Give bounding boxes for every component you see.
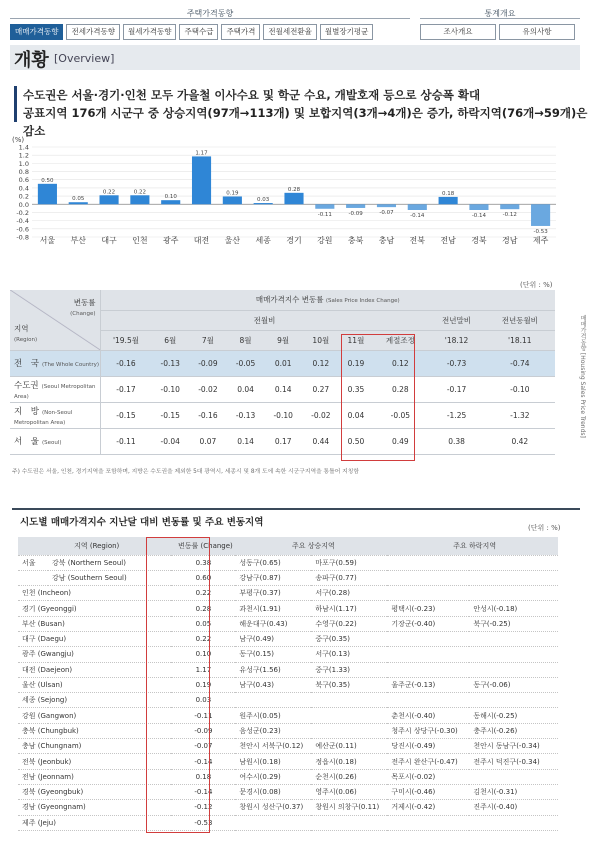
cell-d1 xyxy=(387,555,469,570)
cell-value: -0.11 xyxy=(100,428,151,454)
tab-1[interactable]: 전세가격동향 xyxy=(66,24,119,40)
cell-a: 경북 (Gyeongbuk) xyxy=(18,784,171,799)
h2-down: 주요 하락지역 xyxy=(387,537,558,555)
table-row xyxy=(18,784,558,799)
table-row xyxy=(18,723,558,738)
month-header: '18.12 xyxy=(428,330,484,350)
cell-a: 대구 (Daegu) xyxy=(18,631,171,646)
tab-4[interactable]: 주택가격 xyxy=(221,24,260,40)
x-tick-label: 서울 xyxy=(39,236,56,245)
cell-u1: 유성구(1.56) xyxy=(235,662,311,677)
bar-value-label: 0.28 xyxy=(287,186,301,193)
cell-v: 0.22 xyxy=(171,631,235,646)
bar-4 xyxy=(161,200,180,204)
cell-value: 0.35 xyxy=(340,376,373,402)
cell-value: -0.02 xyxy=(189,376,227,402)
cell-value: -0.13 xyxy=(227,402,265,428)
cell-value: -0.04 xyxy=(151,428,189,454)
bar-value-label: 0.22 xyxy=(133,189,147,196)
cell-d1 xyxy=(387,631,469,646)
cell-u2: 수영구(0.22) xyxy=(311,616,387,631)
cell-d1: 당진시(-0.49) xyxy=(387,739,469,754)
bar-value-label: -0.14 xyxy=(410,213,425,219)
table-row xyxy=(10,376,555,402)
cell-a: 충북 (Chungbuk) xyxy=(18,723,171,738)
cell-u1: 여수시(0.29) xyxy=(235,769,311,784)
cell-value: 0.42 xyxy=(485,428,555,454)
cell-a xyxy=(18,570,48,585)
table-row xyxy=(18,800,558,815)
cell-value: 0.28 xyxy=(372,376,428,402)
cell-d2: 북구(-0.25) xyxy=(469,616,558,631)
cell-u1 xyxy=(235,693,311,708)
cell-a: 제주 (Jeju) xyxy=(18,815,171,830)
bar-value-label: 0.05 xyxy=(72,196,85,203)
cell-d2 xyxy=(469,570,558,585)
cell-value: -0.09 xyxy=(189,350,227,376)
cell-value: -0.15 xyxy=(100,402,151,428)
month-header: '19.5월 xyxy=(100,330,151,350)
x-tick-label: 세종 xyxy=(255,236,271,245)
cell-u1: 문경시(0.08) xyxy=(235,784,311,799)
cell-u2: 순천시(0.26) xyxy=(311,769,387,784)
y-tick-label: 1.2 xyxy=(18,151,29,160)
cell-d1: 평택시(-0.23) xyxy=(387,601,469,616)
cell-d1 xyxy=(387,570,469,585)
bar-6 xyxy=(223,197,242,205)
cell-value: -0.16 xyxy=(189,402,227,428)
cell-d2 xyxy=(469,555,558,570)
cell-d2 xyxy=(469,662,558,677)
cell-u1 xyxy=(235,815,311,830)
cell-d1: 목포시(-0.02) xyxy=(387,769,469,784)
cell-value: 0.01 xyxy=(264,350,302,376)
cell-u2: 창원시 의창구(0.11) xyxy=(311,800,387,815)
y-tick-label: -0.2 xyxy=(16,208,29,217)
table-row xyxy=(10,402,555,428)
cell-value: -0.10 xyxy=(485,376,555,402)
tab-6[interactable]: 월별장기평균 xyxy=(320,24,373,40)
table-row xyxy=(18,662,558,677)
cell-u2: 북구(0.35) xyxy=(311,677,387,692)
bar-value-label: -0.11 xyxy=(317,211,332,218)
y-tick-label: 0.2 xyxy=(18,192,29,201)
highlight-box-2 xyxy=(146,537,210,833)
cell-a: 경남 (Gyeongnam) xyxy=(18,800,171,815)
nav-group-housing-price: 주택가격동향 xyxy=(186,9,234,18)
table-row xyxy=(18,739,558,754)
bar-1 xyxy=(69,202,88,204)
y-tick-label: -0.8 xyxy=(16,233,29,242)
month-header: 계절조정 xyxy=(372,330,428,350)
cell-a: 전북 (Jeonbuk) xyxy=(18,754,171,769)
cell-value: -1.32 xyxy=(485,402,555,428)
cell-value: -0.73 xyxy=(428,350,484,376)
cell-d1: 구미시(-0.46) xyxy=(387,784,469,799)
bar-8 xyxy=(284,193,303,204)
h-yoy1: 전년말비 xyxy=(428,310,484,330)
h-change: 변동률 xyxy=(73,297,96,307)
bar-value-label: -0.07 xyxy=(379,210,394,217)
cell-d2: 동해시(-0.25) xyxy=(469,708,558,723)
month-header: 7월 xyxy=(189,330,227,350)
table-row xyxy=(18,601,558,616)
cell-v: -0.53 xyxy=(171,815,235,830)
cell-u2: 영주시(0.06) xyxy=(311,784,387,799)
h2-change: 변동률 (Change) xyxy=(171,537,235,555)
table-row xyxy=(18,693,558,708)
h-yoy2: 전년동월비 xyxy=(485,310,555,330)
cell-a: 대전 (Daejeon) xyxy=(18,662,171,677)
cell-d1: 청주시 상당구(-0.30) xyxy=(387,723,469,738)
side-label: 매매가격동향 [Housing Sales Price Trends] xyxy=(579,315,586,438)
x-tick-label: 전북 xyxy=(409,236,426,245)
cell-v: -0.11 xyxy=(171,708,235,723)
cell-value: 0.14 xyxy=(264,376,302,402)
cell-value: 0.50 xyxy=(340,428,373,454)
cell-value: 0.17 xyxy=(264,428,302,454)
page-subtitle: [Overview] xyxy=(54,52,115,65)
cell-a: 부산 (Busan) xyxy=(18,616,171,631)
h2-up: 주요 상승지역 xyxy=(235,537,387,555)
month-header: 6월 xyxy=(151,330,189,350)
bar-value-label: -0.14 xyxy=(471,213,487,219)
table-row xyxy=(18,754,558,769)
cell-a: 충남 (Chungnam) xyxy=(18,739,171,754)
cell-d2 xyxy=(469,693,558,708)
cell-d1: 전주시 완산구(-0.47) xyxy=(387,754,469,769)
cell-v: 0.10 xyxy=(171,647,235,662)
cell-u2: 중구(0.35) xyxy=(311,631,387,646)
cell-u2: 서구(0.13) xyxy=(311,647,387,662)
cell-d1 xyxy=(387,586,469,601)
x-tick-label: 충북 xyxy=(347,236,364,245)
headline-box xyxy=(14,86,600,138)
cell-value: 0.14 xyxy=(227,428,265,454)
headline-line-2: 공표지역 176개 시군구 중 상승지역(97개→113개) 및 보합지역(3개→4개)은 증가, 하락지역(76개→59개)은 감소 xyxy=(23,106,588,138)
tab-0[interactable]: 매매가격동향 xyxy=(10,24,63,40)
bar-2 xyxy=(100,195,119,204)
x-tick-label: 광주 xyxy=(162,236,179,245)
cell-v: -0.12 xyxy=(171,800,235,815)
month-header: '18.11 xyxy=(485,330,555,350)
bar-value-label: 0.22 xyxy=(102,189,116,196)
nav-divider xyxy=(10,18,410,19)
regional-table xyxy=(18,537,558,831)
cell-a: 강원 (Gangwon) xyxy=(18,708,171,723)
cell-u2: 하남시(1.17) xyxy=(311,601,387,616)
bar-value-label: 0.18 xyxy=(441,190,455,197)
y-tick-label: -0.6 xyxy=(16,225,29,234)
cell-u1: 해운대구(0.43) xyxy=(235,616,311,631)
bar-9 xyxy=(315,204,334,209)
cell-u1: 천안시 서북구(0.12) xyxy=(235,739,311,754)
cell-d1 xyxy=(387,662,469,677)
tab-2[interactable]: 월세가격동향 xyxy=(123,24,176,40)
h-region: 지역 xyxy=(14,323,29,333)
y-unit-label: (%) xyxy=(12,136,25,144)
cell-value: 0.04 xyxy=(340,402,373,428)
cell-u1: 남구(0.49) xyxy=(235,631,311,646)
cell-value: 0.19 xyxy=(340,350,373,376)
cell-v: 0.05 xyxy=(171,616,235,631)
cell-u1: 남원시(0.18) xyxy=(235,754,311,769)
bar-13 xyxy=(439,197,458,204)
h-mom: 전월비 xyxy=(100,310,428,330)
cell-value: 0.38 xyxy=(428,428,484,454)
cell-u1: 강남구(0.87) xyxy=(235,570,311,585)
x-tick-label: 인천 xyxy=(132,236,148,245)
table-row xyxy=(18,815,558,830)
bar-10 xyxy=(346,204,365,208)
bar-16 xyxy=(531,204,550,226)
cell-u1: 과천시(1.91) xyxy=(235,601,311,616)
cell-u2: 정읍시(0.18) xyxy=(311,754,387,769)
bar-14 xyxy=(469,204,488,210)
highlight-box xyxy=(341,334,415,461)
y-tick-label: 0.6 xyxy=(18,176,29,185)
bar-chart xyxy=(0,130,560,250)
cell-v: 0.19 xyxy=(171,677,235,692)
x-tick-label: 경북 xyxy=(471,236,487,245)
bar-5 xyxy=(192,156,211,204)
cell-value: -0.05 xyxy=(372,402,428,428)
row-label: 지 방 (Non-Seoul Metropolitan Area) xyxy=(10,402,100,428)
bar-value-label: 1.17 xyxy=(195,150,208,157)
cell-value: 0.44 xyxy=(302,428,340,454)
cell-u1: 성동구(0.65) xyxy=(235,555,311,570)
table-row xyxy=(18,586,558,601)
cell-u1: 원주시(0.05) xyxy=(235,708,311,723)
cell-value: 0.04 xyxy=(227,376,265,402)
h-change-en: (Change) xyxy=(70,310,96,317)
table-row xyxy=(18,708,558,723)
cell-value: -1.25 xyxy=(428,402,484,428)
cell-u1: 창원시 성산구(0.37) xyxy=(235,800,311,815)
table-row xyxy=(18,769,558,784)
month-header: 11월 xyxy=(340,330,373,350)
cell-d2 xyxy=(469,631,558,646)
x-tick-label: 경남 xyxy=(502,236,518,245)
headline-line-1: 수도권은 서울·경기·인천 모두 가을철 이사수요 및 학군 수요, 개발호재 등으로 상승폭 확대 xyxy=(23,88,481,102)
h-region-en: (Region) xyxy=(14,336,38,343)
y-tick-label: 1.4 xyxy=(18,143,29,152)
cell-a: 서울 xyxy=(18,555,48,570)
cell-v: -0.09 xyxy=(171,723,235,738)
cell-a: 세종 (Sejong) xyxy=(18,693,171,708)
x-tick-label: 충남 xyxy=(378,236,395,245)
x-tick-label: 강원 xyxy=(317,236,333,245)
bar-12 xyxy=(408,204,427,210)
cell-u2: 송파구(0.77) xyxy=(311,570,387,585)
table-row xyxy=(18,647,558,662)
nav-group-overview: 통계개요 xyxy=(484,9,516,18)
cell-v: 0.22 xyxy=(171,586,235,601)
x-tick-label: 부산 xyxy=(70,236,86,245)
month-header: 9월 xyxy=(264,330,302,350)
bar-value-label: -0.53 xyxy=(533,228,548,235)
bar-0 xyxy=(38,184,57,204)
cell-u2 xyxy=(311,723,387,738)
cell-value: -0.17 xyxy=(428,376,484,402)
bar-value-label: -0.12 xyxy=(502,212,517,219)
table1-corner xyxy=(10,290,100,350)
cell-a: 울산 (Ulsan) xyxy=(18,677,171,692)
tab-5[interactable]: 전월세전환율 xyxy=(263,24,316,40)
cell-u1: 부평구(0.37) xyxy=(235,586,311,601)
cell-u2 xyxy=(311,708,387,723)
cell-value: 0.12 xyxy=(302,350,340,376)
cell-d2: 동구(-0.06) xyxy=(469,677,558,692)
table2-title: 시도별 매매가격지수 지난달 대비 변동률 및 주요 변동지역 xyxy=(20,517,264,528)
cell-value: 0.12 xyxy=(372,350,428,376)
cell-d2: 진주시(-0.40) xyxy=(469,800,558,815)
cell-u1: 남구(0.43) xyxy=(235,677,311,692)
bar-7 xyxy=(254,203,273,204)
cell-v: 0.60 xyxy=(171,570,235,585)
cell-b: 강북 (Northern Seoul) xyxy=(48,555,171,570)
cell-d2: 천안시 동남구(-0.34) xyxy=(469,739,558,754)
cell-value: -0.10 xyxy=(151,376,189,402)
table-row xyxy=(18,555,558,570)
cell-v: 0.03 xyxy=(171,693,235,708)
month-header: 10월 xyxy=(302,330,340,350)
cell-value: 0.27 xyxy=(302,376,340,402)
table-row xyxy=(10,428,555,454)
cell-v: 0.38 xyxy=(171,555,235,570)
cell-value: -0.17 xyxy=(100,376,151,402)
cell-d2: 충주시(-0.26) xyxy=(469,723,558,738)
price-index-table xyxy=(10,290,555,455)
cell-v: -0.14 xyxy=(171,754,235,769)
x-tick-label: 제주 xyxy=(532,236,549,245)
nav-divider xyxy=(420,18,580,19)
cell-v: -0.07 xyxy=(171,739,235,754)
page-title: 개황 xyxy=(14,50,49,71)
cell-u2: 서구(0.28) xyxy=(311,586,387,601)
y-tick-label: 0.4 xyxy=(18,184,29,193)
cell-value: 0.49 xyxy=(372,428,428,454)
cell-d1 xyxy=(387,815,469,830)
cell-v: 0.18 xyxy=(171,769,235,784)
cell-u2: 중구(1.33) xyxy=(311,662,387,677)
month-header: 8월 xyxy=(227,330,265,350)
cell-u1: 음성군(0.23) xyxy=(235,723,311,738)
y-tick-label: -0.4 xyxy=(16,217,29,226)
tab-overview-1[interactable]: 유의사항 xyxy=(499,24,575,40)
cell-d1: 울주군(-0.13) xyxy=(387,677,469,692)
cell-a: 전남 (Jeonnam) xyxy=(18,769,171,784)
bar-value-label: -0.09 xyxy=(348,210,363,217)
cell-b: 강남 (Southern Seoul) xyxy=(48,570,171,585)
y-tick-label: 0.0 xyxy=(18,200,29,209)
y-tick-label: 1.0 xyxy=(18,159,29,168)
cell-value: -0.10 xyxy=(264,402,302,428)
cell-v: 0.28 xyxy=(171,601,235,616)
cell-a: 인천 (Incheon) xyxy=(18,586,171,601)
cell-u2: 예산군(0.11) xyxy=(311,739,387,754)
cell-d1: 기장군(-0.40) xyxy=(387,616,469,631)
bar-value-label: 0.10 xyxy=(164,194,177,201)
cell-d2: 전주시 덕진구(-0.34) xyxy=(469,754,558,769)
bar-value-label: 0.19 xyxy=(226,190,239,197)
table-row xyxy=(18,616,558,631)
cell-value: 0.07 xyxy=(189,428,227,454)
row-label: 서 울 (Seoul) xyxy=(10,428,100,454)
cell-value: -0.15 xyxy=(151,402,189,428)
x-tick-label: 울산 xyxy=(224,236,241,245)
bar-15 xyxy=(500,204,519,209)
bar-value-label: 0.03 xyxy=(257,197,270,204)
cell-a: 경기 (Gyeonggi) xyxy=(18,601,171,616)
cell-value: -0.13 xyxy=(151,350,189,376)
y-tick-label: 0.8 xyxy=(18,168,29,177)
cell-d2 xyxy=(469,815,558,830)
cell-d1: 거제시(-0.42) xyxy=(387,800,469,815)
row-label: 수도권 (Seoul Metropolitan Area) xyxy=(10,376,100,402)
cell-v: 1.17 xyxy=(171,662,235,677)
cell-d1: 춘천시(-0.40) xyxy=(387,708,469,723)
cell-value: -0.16 xyxy=(100,350,151,376)
h-spi: 매매가격지수 변동률 (Sales Price Index Change) xyxy=(100,290,555,310)
table1-note: 주) 수도권은 서울, 인천, 경기지역을 포함하며, 지방은 수도권을 제외한 5대 광역시, 세종시 및 8개 도에 속한 시군구지역을 통틀어 지칭함 xyxy=(12,469,359,475)
bar-value-label: 0.50 xyxy=(41,177,54,184)
x-tick-label: 전남 xyxy=(440,236,456,245)
cell-d1 xyxy=(387,693,469,708)
table-row xyxy=(18,631,558,646)
cell-d2 xyxy=(469,769,558,784)
table2-unit: (단위 : %) xyxy=(528,524,561,532)
h2-region: 지역 (Region) xyxy=(18,537,171,555)
table-row xyxy=(18,570,558,585)
table-row xyxy=(18,677,558,692)
tab-overview-0[interactable]: 조사개요 xyxy=(420,24,496,40)
cell-value: -0.05 xyxy=(227,350,265,376)
cell-u2: 마포구(0.59) xyxy=(311,555,387,570)
cell-u1: 동구(0.15) xyxy=(235,647,311,662)
cell-v: -0.14 xyxy=(171,784,235,799)
cell-d2 xyxy=(469,586,558,601)
cell-value: -0.74 xyxy=(485,350,555,376)
tab-3[interactable]: 주택수급 xyxy=(179,24,218,40)
cell-u2 xyxy=(311,815,387,830)
bar-11 xyxy=(377,204,396,207)
x-tick-label: 대전 xyxy=(193,236,210,245)
cell-d2: 김천시(-0.31) xyxy=(469,784,558,799)
row-label: 전 국 (The Whole Country) xyxy=(10,350,100,376)
cell-u2 xyxy=(311,693,387,708)
cell-d2 xyxy=(469,647,558,662)
table1-unit: (단위 : %) xyxy=(520,281,553,289)
cell-a: 광주 (Gwangju) xyxy=(18,647,171,662)
bar-3 xyxy=(130,195,149,204)
x-tick-label: 대구 xyxy=(101,236,117,245)
cell-d1 xyxy=(387,647,469,662)
cell-d2: 안성시(-0.18) xyxy=(469,601,558,616)
x-tick-label: 경기 xyxy=(286,236,302,245)
table-row xyxy=(10,350,555,376)
cell-value: -0.02 xyxy=(302,402,340,428)
